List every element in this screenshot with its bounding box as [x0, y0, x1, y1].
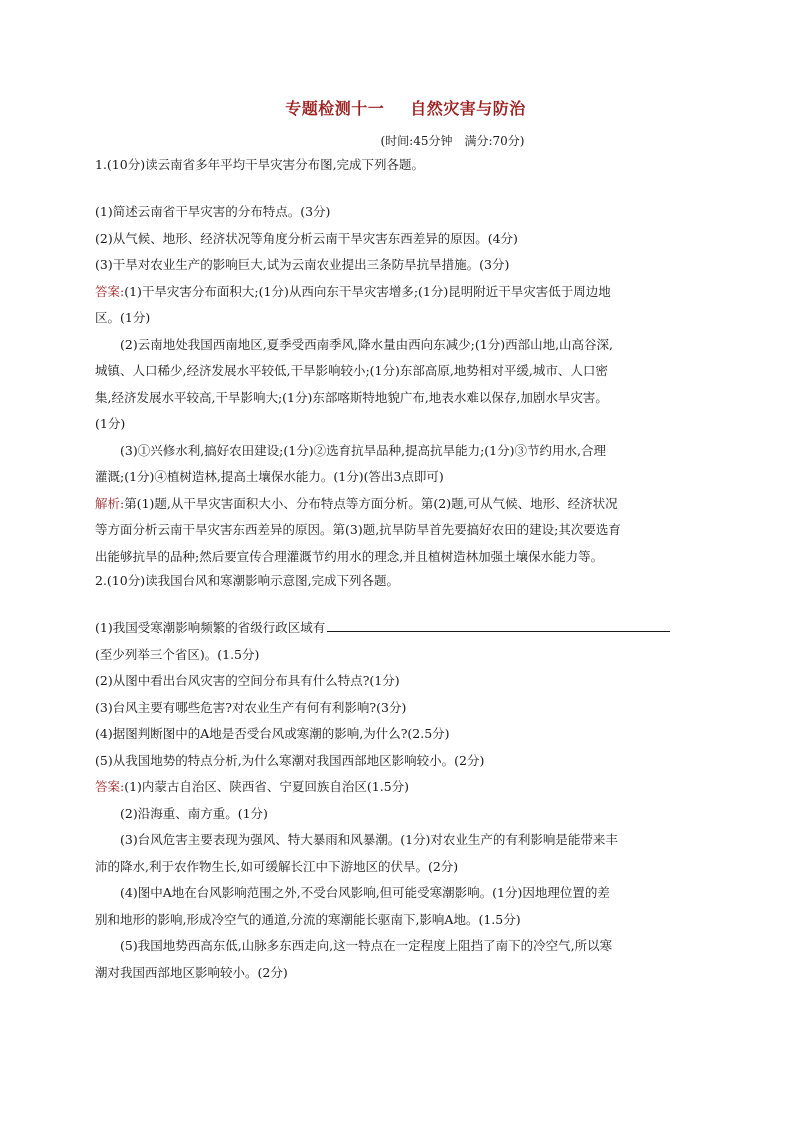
q1-sub3: (3)干旱对农业生产的影响巨大,试为云南农业提出三条防旱抗旱措施。(3分)	[95, 257, 510, 272]
q2-stem: 2.(10分)读我国台风和寒潮影响示意图,完成下列各题。	[95, 573, 400, 588]
q2-sub1-line-2: (至少列举三个省区)。(1.5分)	[95, 646, 260, 662]
q1-analysis-line-2: 等方面分析云南干旱灾害东西差异的原因。第(3)题,抗旱防旱首先要搞好农田的建设;其次要选育	[95, 522, 621, 537]
page-title	[111, 96, 700, 122]
q2-answer-5-line-2: 潮对我国西部地区影响较小。(2分)	[95, 964, 288, 980]
q1-answer-3-line-2: 灌溉;(1分)④植树造林,提高土壤保水能力。(1分)(答出3点即可)	[95, 469, 444, 484]
q1-answer-1	[95, 279, 700, 306]
q1-analysis-line-3: 出能够抗旱的品种;然后要宣传合理灌溉节约用水的理念,并且植树造林加强土壤保水能力等。	[95, 548, 604, 564]
q2-answer-1-text: (1)内蒙古自治区、陕西省、宁夏回族自治区(1.5分)	[124, 779, 410, 794]
q2-sub1	[95, 615, 700, 642]
page-content	[95, 96, 700, 986]
q2-answer-3-line-1: (3)台风危害主要表现为强风、特大暴雨和风暴潮。(1分)对农业生产的有利影响是能带来丰	[120, 832, 618, 847]
q1-answer-2-line-3: 集,经济发展水平较高,干旱影响大;(1分)东部喀斯特地貌广布,地表水难以保存,加剧水旱灾害。	[95, 389, 608, 405]
analysis-label: 解析:	[95, 495, 125, 511]
q1-sub1: (1)简述云南省干旱灾害的分布特点。(3分)	[95, 204, 331, 219]
q2-answer-3-line-2: 沛的降水,利于农作物生长,如可缓解长江中下游地区的伏旱。(2分)	[95, 858, 459, 874]
q2-answer-5-line-1: (5)我国地势西高东低,山脉多东西走向,这一特点在一定程度上阻挡了南下的冷空气,所以寒	[120, 938, 613, 953]
q1-figure-gap	[95, 176, 700, 199]
q2-sub2: (2)从图中看出台风灾害的空间分布具有什么特点?(1分)	[95, 673, 400, 688]
q1-answer-2-line-2: 城镇、人口稀少,经济发展水平较低,干旱影响较小;(1分)东部高原,地势相对平缓,城市、人口密	[95, 363, 608, 378]
q1-answer-1-line-2: 区。(1分)	[95, 310, 151, 325]
answer-blank[interactable]	[327, 618, 670, 632]
exam-info: (时间:45分钟 满分:70分)	[380, 134, 525, 148]
title-part-2: 自然灾害与防治	[410, 99, 526, 118]
q2-sub5: (5)从我国地势的特点分析,为什么寒潮对我国西部地区影响较小。(2分)	[95, 752, 485, 768]
q2-sub1-line-1: (1)我国受寒潮影响频繁的省级行政区域有	[95, 620, 326, 635]
title-part-1: 专题检测十一	[285, 99, 385, 118]
q2-sub3: (3)台风主要有哪些危害?对农业生产有何有利影响?(3分)	[95, 699, 407, 715]
q1-answer-2-line-1: (2)云南地处我国西南地区,夏季受西南季风,降水量由西向东减少;(1分)西部山地,山高谷深,	[120, 336, 614, 352]
q2-answer-4-line-2: 别和地形的影响,形成冷空气的通道,分流的寒潮能长驱南下,影响A地。(1.5分)	[95, 911, 521, 927]
q2-sub4: (4)据图判断图中的A地是否受台风或寒潮的影响,为什么?(2.5分)	[95, 726, 450, 741]
q2-answer-1	[95, 774, 700, 801]
q1-analysis-line-1: 第(1)题,从干旱灾害面积大小、分布特点等方面分析。第(2)题,可从气候、地形、经济状况	[124, 495, 618, 511]
q2-answer-4-line-1: (4)图中A地在台风影响范围之外,不受台风影响,但可能受寒潮影响。(1分)因地理位置的差	[120, 885, 610, 900]
q1-stem: 1.(10分)读云南省多年平均干旱灾害分布图,完成下列各题。	[95, 157, 425, 172]
q1-answer-2-line-4: (1分)	[95, 416, 126, 431]
q1-analysis	[95, 491, 700, 518]
q1-answer-3-line-1: (3)①兴修水利,搞好农田建设;(1分)②选育抗旱品种,提高抗旱能力;(1分)③节约用水,合理	[120, 442, 606, 458]
q1-answer-1-line-1: (1)干旱灾害分布面积大;(1分)从西向东干旱灾害增多;(1分)昆明附近干旱灾害低于周边地	[124, 283, 611, 299]
q1-sub2: (2)从气候、地形、经济状况等角度分析云南干旱灾害东西差异的原因。(4分)	[95, 230, 518, 246]
answer-label: 答案:	[95, 283, 125, 299]
q2-figure-gap	[95, 592, 700, 615]
q2-answer-2: (2)沿海重、南方重。(1分)	[120, 805, 268, 821]
answer-label: 答案:	[95, 779, 125, 794]
